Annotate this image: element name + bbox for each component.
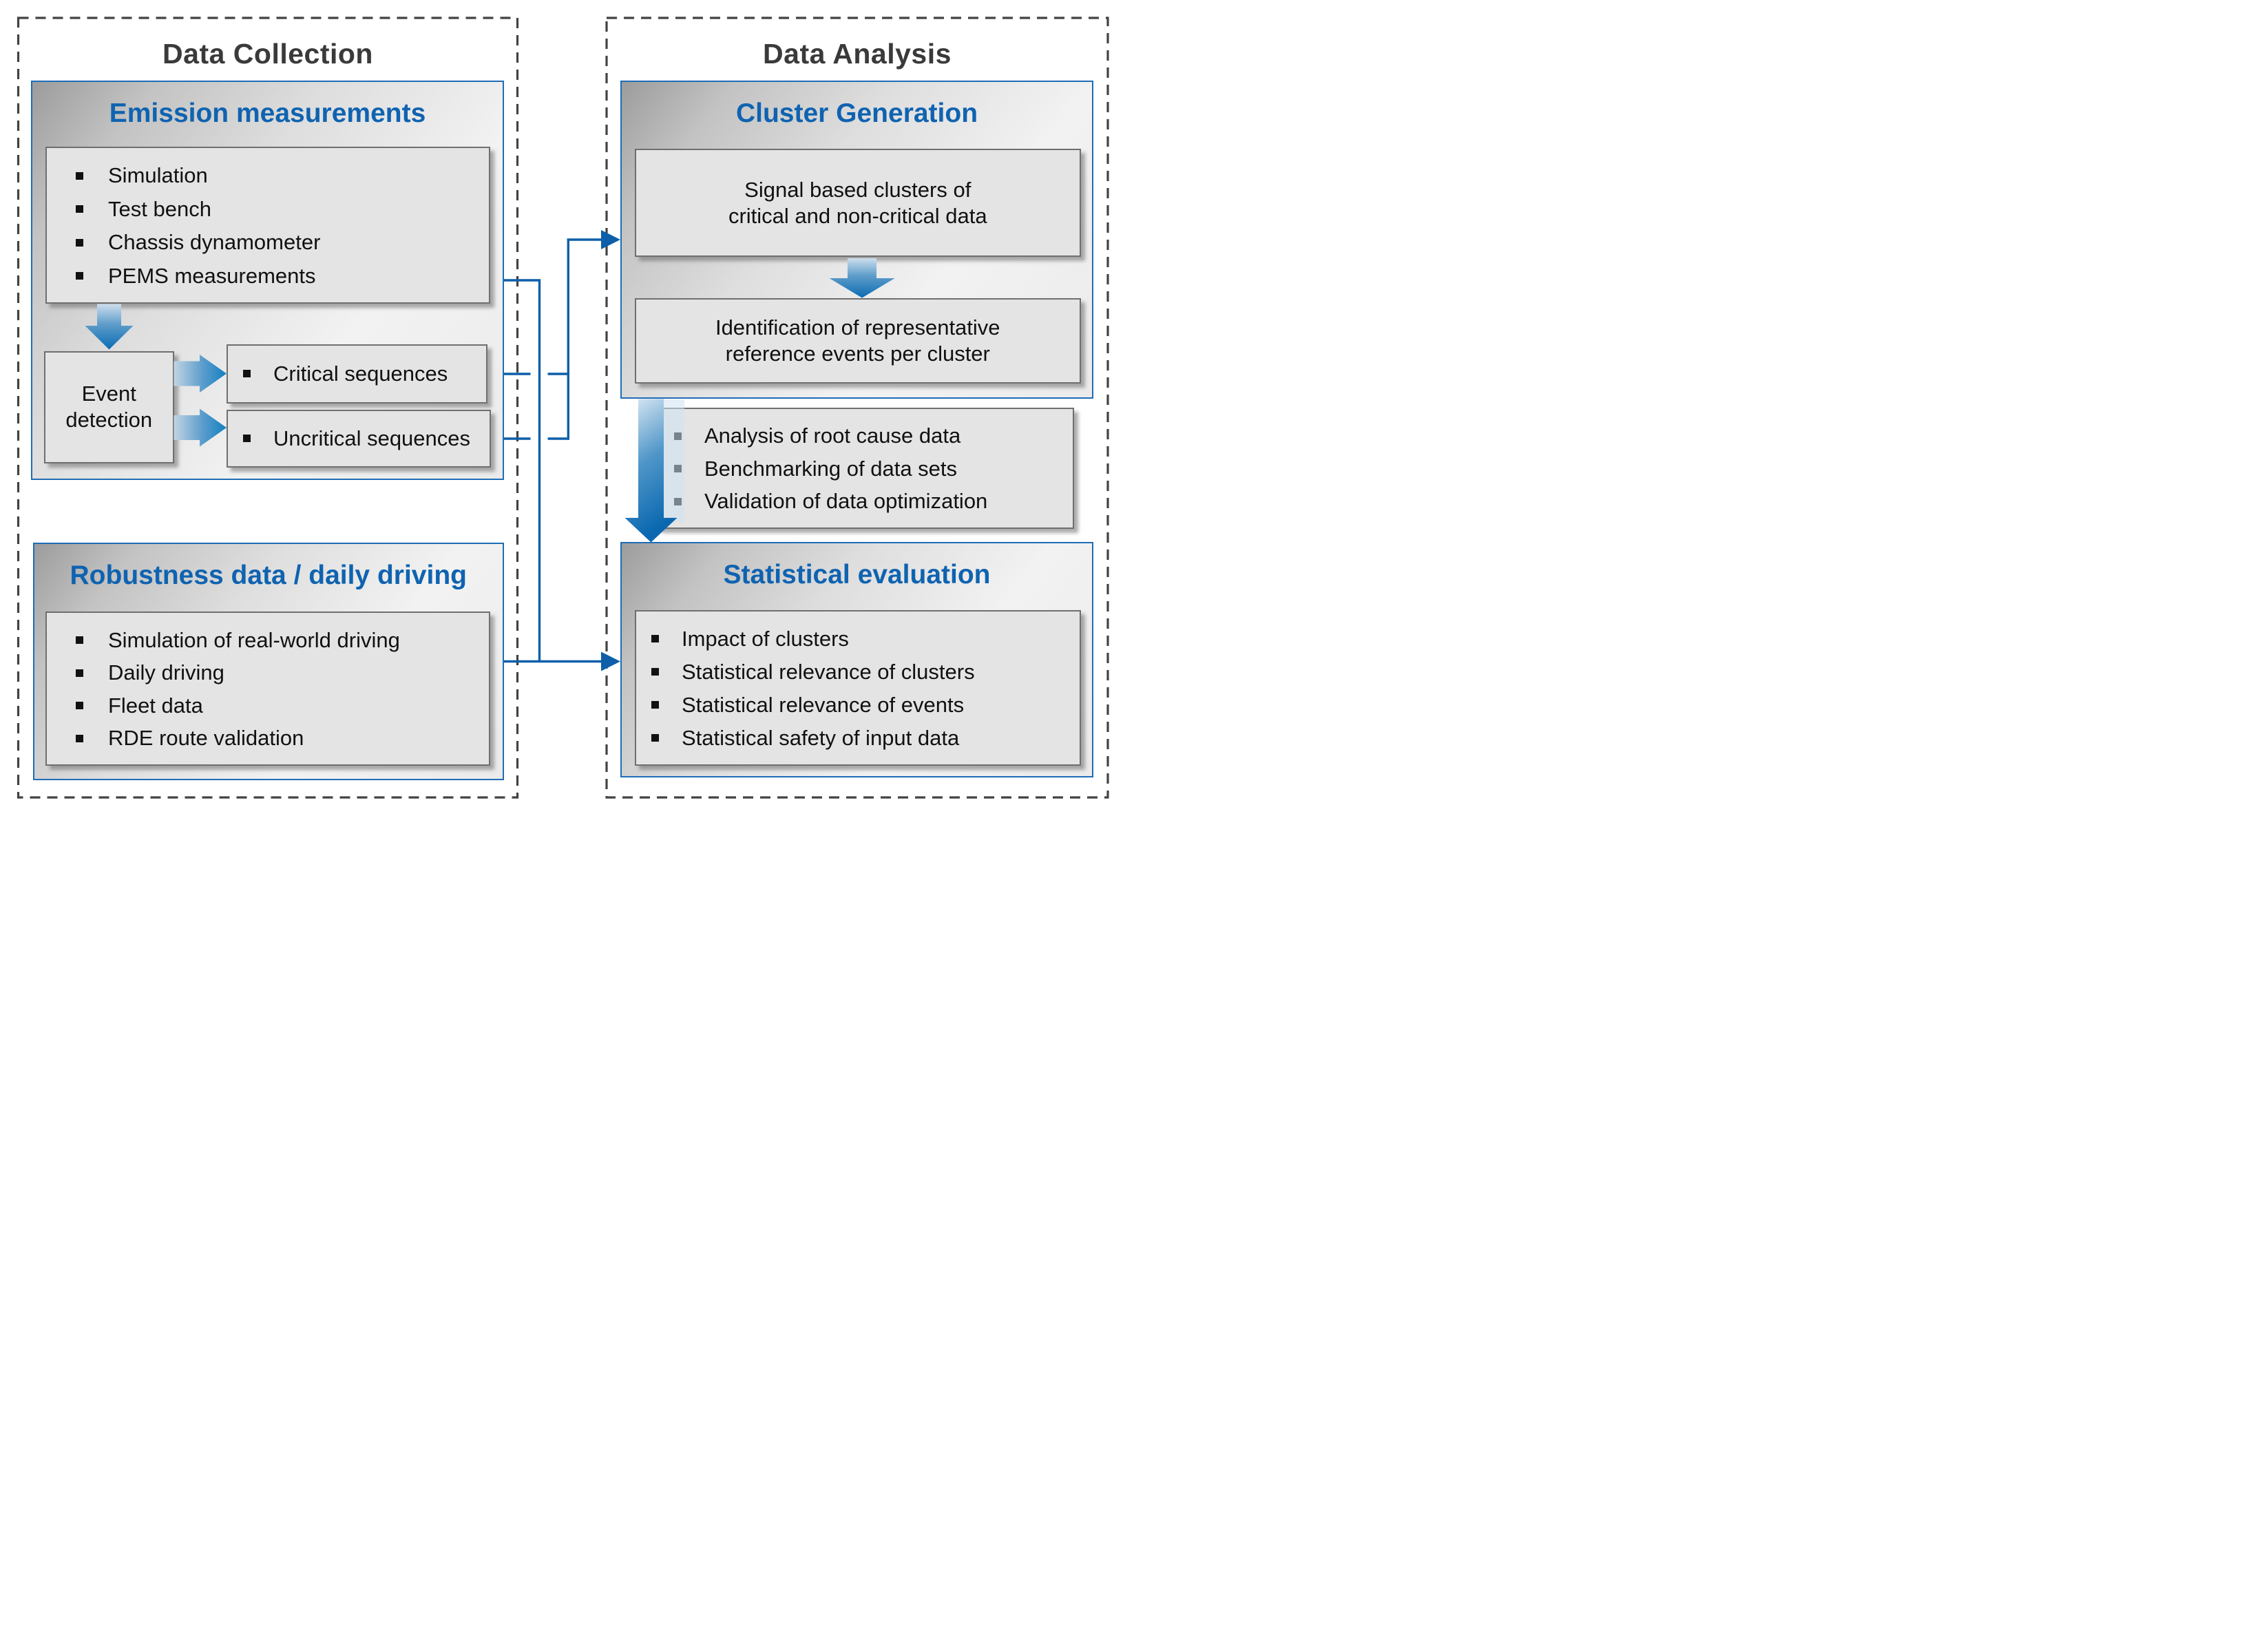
event-detection-box [44, 351, 174, 464]
list-item-label: Statistical safety of input data [682, 725, 960, 750]
analysis-tasks-box [658, 408, 1074, 529]
bullet-icon [674, 498, 682, 505]
signal-clusters-line: critical and non-critical data [728, 203, 987, 228]
list-item [659, 489, 1073, 514]
list-item [659, 424, 1073, 448]
list-item-label: Simulation of real-world driving [108, 627, 400, 652]
identification-line: Identification of representative [715, 315, 1000, 339]
bullet-icon [76, 205, 83, 213]
event-detection-label: Event detection [65, 381, 153, 432]
list-item-label: Chassis dynamometer [108, 230, 321, 254]
list-item [636, 660, 1080, 684]
list-item-label: RDE route validation [108, 726, 304, 751]
emission-measurements-title: Emission measurements [109, 98, 426, 128]
critical-sequences-box [227, 344, 487, 404]
list-item [47, 264, 489, 289]
bullet-icon [76, 239, 83, 247]
list-item [47, 726, 489, 751]
robustness-list [45, 612, 490, 766]
list-item [47, 693, 489, 718]
bullet-icon [674, 432, 682, 440]
list-item [47, 628, 489, 653]
bullet-icon [76, 172, 83, 180]
bullet-icon [651, 635, 659, 642]
bullet-icon [76, 272, 83, 280]
cluster-generation-title: Cluster Generation [735, 98, 978, 128]
list-item [659, 457, 1073, 481]
list-item [47, 660, 489, 685]
uncritical-sequences-label: Uncritical sequences [273, 426, 471, 450]
list-item-label: Statistical relevance of clusters [682, 659, 975, 684]
list-item [636, 627, 1080, 651]
bullet-icon [674, 465, 682, 472]
list-item-label: Benchmarking of data sets [704, 456, 958, 481]
identification-line: reference events per cluster [725, 341, 990, 366]
list-item-label: Statistical relevance of events [682, 692, 965, 717]
statistical-evaluation-title: Statistical evaluation [723, 559, 991, 589]
bullet-icon [243, 435, 251, 442]
list-item-label: Test bench [108, 196, 211, 221]
robustness-title: Robustness data / daily driving [70, 561, 467, 590]
list-item-label: Validation of data optimization [704, 489, 988, 513]
data-collection-panel-title: Data Collection [162, 38, 373, 70]
bullet-icon [76, 702, 83, 709]
bullet-icon [76, 669, 83, 677]
list-item [47, 163, 489, 188]
bullet-icon [651, 734, 659, 742]
bullet-icon [76, 735, 83, 742]
bullet-icon [651, 668, 659, 676]
data-analysis-panel-title: Data Analysis [763, 38, 952, 70]
connector-emission-to-statistical [504, 280, 540, 662]
bullet-icon [651, 701, 659, 709]
list-item [47, 197, 489, 222]
flow-diagram [0, 0, 1134, 821]
signal-clusters-box [635, 149, 1081, 257]
connector-arrowhead-statistical-icon [601, 652, 620, 671]
connector-arrowhead-cluster-icon [601, 230, 620, 249]
list-item-label: Analysis of root cause data [704, 424, 961, 448]
bullet-icon [243, 370, 251, 377]
connector-trunk-to-cluster [568, 240, 602, 440]
list-item [636, 693, 1080, 718]
list-item [47, 230, 489, 255]
uncritical-sequences-box [227, 410, 491, 468]
list-item-label: Simulation [108, 163, 208, 187]
signal-clusters-line: Signal based clusters of [744, 177, 972, 202]
list-item-label: Daily driving [108, 660, 224, 685]
list-item [636, 726, 1080, 751]
identification-box [635, 298, 1081, 384]
list-item-label: PEMS measurements [108, 263, 316, 288]
bullet-icon [76, 636, 83, 644]
statistical-criteria-list [635, 610, 1081, 766]
list-item-label: Impact of clusters [682, 626, 849, 651]
list-item-label: Fleet data [108, 693, 203, 718]
critical-sequences-label: Critical sequences [273, 361, 448, 386]
emission-methods-list [45, 147, 490, 304]
